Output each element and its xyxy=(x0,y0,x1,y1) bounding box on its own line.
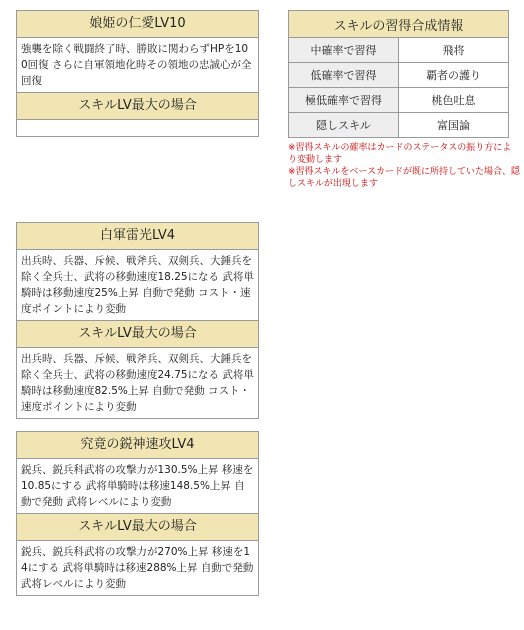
skill-title: 白軍雷光LV4 xyxy=(17,223,258,250)
skill-max-description: 鋭兵、鋭兵科武将の攻撃力が270%上昇 移速を14にする 武将単騎時は移速288%上昇 自動で発動 武将レベルにより変動 xyxy=(21,546,254,590)
condition-cell: 極低確率で習得 xyxy=(289,88,399,113)
skill-max-header: スキルLV最大の場合 xyxy=(17,321,258,348)
skill-card-2 xyxy=(16,222,259,419)
condition-cell: 隠しスキル xyxy=(289,113,399,138)
skill-card-3 xyxy=(16,431,259,596)
table-row xyxy=(289,88,509,113)
skill-name-cell: 飛将 xyxy=(399,38,509,63)
skill-description: 強襲を除く戦闘終了時、勝敗に関わらずHPを100回復 さらに自軍領地化時その領地の忠誠心が全回復 xyxy=(17,38,258,93)
skill-max-description: 出兵時、兵器、斥候、戦斧兵、双剣兵、大錘兵を除く全兵士、武将の移動速度24.75になる 武将単騎時は移動速度82.5%上昇 自動で発動 コスト・速度ポイントにより変動 xyxy=(21,353,254,413)
condition-cell: 低確率で習得 xyxy=(289,63,399,88)
skill-title: 娘姫の仁愛LV10 xyxy=(17,11,258,38)
acquisition-title: スキルの習得合成情報 xyxy=(289,11,509,38)
skill-title: 究竟の鋭神速攻LV4 xyxy=(17,432,258,459)
skill-name-cell: 覇者の護り xyxy=(399,63,509,88)
skill-name-cell: 富国論 xyxy=(399,113,509,138)
acquisition-notes xyxy=(288,142,520,190)
acquisition-table xyxy=(288,10,509,138)
note-text: ※習得スキルをベースカードが既に所持していた場合、隠しスキルが出現します xyxy=(288,167,521,189)
table-row xyxy=(289,63,509,88)
skill-max-description xyxy=(17,120,258,136)
skill-description: 出兵時、兵器、斥候、戦斧兵、双剣兵、大錘兵を除く全兵士、武将の移動速度18.25になる 武将単騎時は移動速度25%上昇 自動で発動 コスト・速度ポイントにより変動 xyxy=(17,250,258,321)
table-row xyxy=(289,38,509,63)
skill-card-1 xyxy=(16,10,259,137)
table-row xyxy=(289,113,509,138)
skill-max-header: スキルLV最大の場合 xyxy=(17,514,258,541)
skill-name-cell: 桃色吐息 xyxy=(399,88,509,113)
skill-description: 鋭兵、鋭兵科武将の攻撃力が130.5%上昇 移速を10.85にする 武将単騎時は移速148.5%上昇 自動で発動 武将レベルにより変動 xyxy=(17,459,258,514)
condition-cell: 中確率で習得 xyxy=(289,38,399,63)
note-text: ※習得スキルの確率はカードのステータスの振り方により変動します xyxy=(288,143,512,165)
skill-max-header: スキルLV最大の場合 xyxy=(17,93,258,120)
